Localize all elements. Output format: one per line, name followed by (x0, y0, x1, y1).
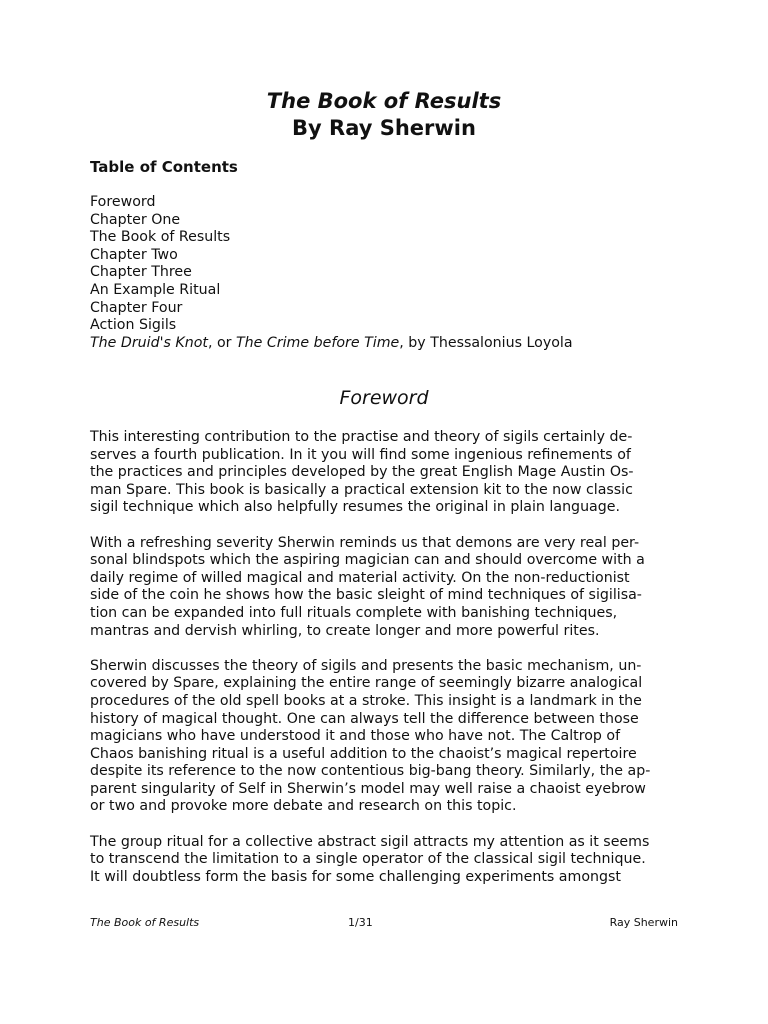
text-line: This interesting contribution to the practise and theory of sigils certainly de- (90, 429, 633, 445)
page-footer (90, 916, 678, 932)
text-line: sonal blindspots which the aspiring magician can and should overcome with a (90, 552, 645, 569)
text-line: mantras and dervish whirling, to create longer and more powerful rites. (90, 622, 600, 639)
toc-item: The Book of Results (90, 229, 231, 246)
text-line: side of the coin he shows how the basic sleight of mind techniques of sigilisa- (90, 587, 642, 604)
text-line: to transcend the limitation to a single operator of the classical sigil technique. (90, 851, 646, 868)
foreword-body (90, 429, 680, 904)
title-block (0, 88, 768, 142)
toc-item-druids-knot (90, 335, 690, 353)
text-line: daily regime of willed magical and material activity. On the non-reductionist (90, 569, 630, 586)
text-line: sigil technique which also helpfully resumes the original in plain language. (90, 499, 620, 516)
text-line: The group ritual for a collective abstract sigil attracts my attention as it seems (90, 833, 650, 850)
footer-book-title: The Book of Results (90, 916, 200, 929)
text-line: history of magical thought. One can always tell the difference between those (90, 710, 639, 727)
text-line: With a refreshing severity Sherwin reminds us that demons are very real per- (90, 534, 640, 551)
footer-author: Ray Sherwin (609, 916, 678, 929)
foreword-heading: Foreword (339, 387, 429, 409)
toc-item-byline: , by Thessalonius Loyola (399, 334, 573, 351)
paragraph (90, 834, 680, 887)
toc-item-separator: , or (207, 334, 236, 351)
text-line: or two and provoke more debate and research on this topic. (90, 798, 517, 815)
text-line: covered by Spare, explaining the entire range of seemingly bizarre analogical (90, 675, 643, 692)
text-line: man Spare. This book is basically a practical extension kit to the now classic (90, 481, 633, 498)
footer-page-number: 1/31 (348, 916, 373, 929)
toc-item: Chapter Three (90, 264, 192, 281)
toc-item: Action Sigils (90, 317, 177, 334)
toc-item: Chapter Four (90, 299, 183, 316)
text-line: tion can be expanded into full rituals complete with banishing techniques, (90, 604, 618, 621)
text-line: Chaos banishing ritual is a useful addition to the chaoist’s magical repertoire (90, 745, 637, 762)
text-line: procedures of the old spell books at a stroke. This insight is a landmark in the (90, 692, 642, 709)
table-of-contents (90, 194, 690, 352)
document-author: By Ray Sherwin (292, 116, 476, 140)
paragraph (90, 658, 680, 816)
text-line: the practices and principles developed by the great English Mage Austin Os- (90, 464, 634, 481)
toc-heading: Table of Contents (90, 158, 238, 176)
text-line: parent singularity of Self in Sherwin’s model may well raise a chaoist eyebrow (90, 780, 646, 797)
text-line: despite its reference to the now contentious big-bang theory. Similarly, the ap- (90, 763, 651, 780)
toc-item: Chapter Two (90, 246, 178, 263)
toc-item: Foreword (90, 194, 156, 210)
toc-item: Chapter One (90, 211, 181, 228)
text-line: Sherwin discusses the theory of sigils and presents the basic mechanism, un- (90, 657, 642, 674)
toc-item-title-italic: The Crime before Time (235, 334, 400, 351)
toc-item-title-italic: The Druid's Knot (90, 334, 208, 351)
text-line: It will doubtless form the basis for some challenging experiments amongst (90, 868, 621, 885)
paragraph (90, 429, 680, 517)
document-title: The Book of Results (266, 89, 502, 113)
toc-item: An Example Ritual (90, 281, 221, 298)
text-line: magicians who have understood it and those who have not. The Caltrop of (90, 728, 621, 745)
text-line: serves a fourth publication. In it you will find some ingenious refinements of (90, 446, 631, 463)
paragraph (90, 535, 680, 641)
